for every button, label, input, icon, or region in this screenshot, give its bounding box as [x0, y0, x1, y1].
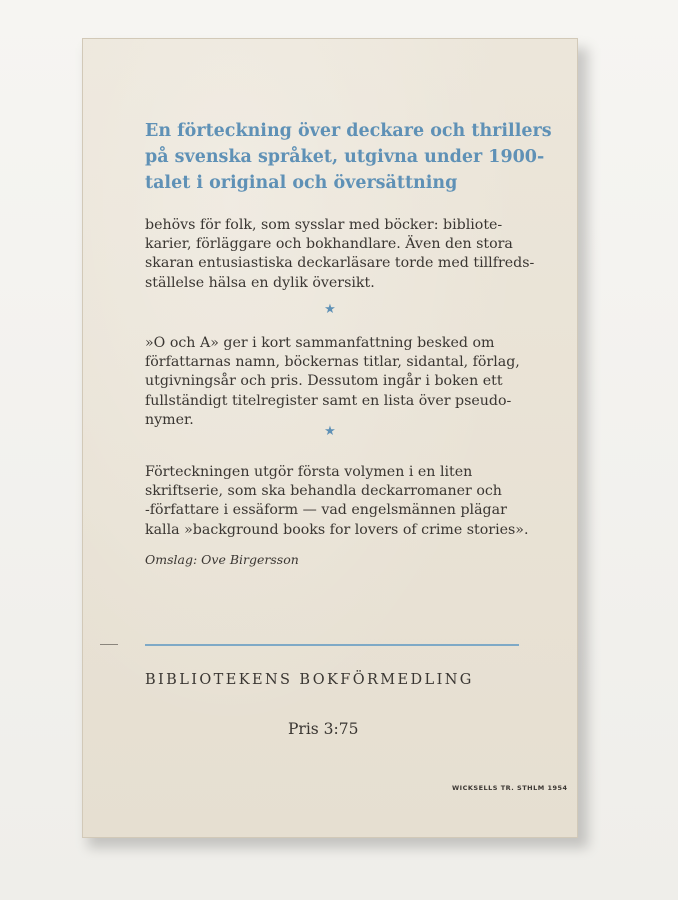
text-line: fullständigt titelregister samt en lista över pseudo- [145, 392, 512, 409]
text-line: karier, förläggare och bokhandlare. Även den stora [145, 236, 513, 253]
text-line: kalla »background books for lovers of crime stories». [145, 521, 529, 538]
printer-mark: WICKSELLS TR. STHLM 1954 [452, 784, 568, 792]
paragraph-audience [145, 216, 535, 293]
heading-blue [145, 118, 552, 196]
text-line: behövs för folk, som sysslar med böcker: bibliote- [145, 217, 503, 233]
heading-line: på svenska språket, utgivna under 1900- [145, 147, 545, 167]
price-label: Pris 3:75 [288, 720, 359, 738]
heading-line: talet i original och översättning [145, 173, 458, 193]
star-separator: ★ [324, 302, 336, 317]
cover-credit: Omslag: Ove Birgersson [145, 552, 299, 567]
paragraph-series [145, 463, 529, 540]
text-line: Förteckningen utgör första volymen i en liten [145, 464, 473, 480]
publisher-name: BIBLIOTEKENS BOKFÖRMEDLING [145, 672, 474, 688]
star-separator: ★ [324, 424, 336, 439]
text-line: författarnas namn, böckernas titlar, sidantal, förlag, [145, 354, 520, 371]
divider-rule [145, 644, 519, 646]
text-line: ställelse hälsa en dylik översikt. [145, 274, 375, 291]
text-line: skriftserie, som ska behandla deckarromaner och [145, 483, 502, 500]
text-line: -författare i essäform — vad engelsmännen plägar [145, 502, 507, 519]
text-line: utgivningsår och pris. Dessutom ingår i boken ett [145, 373, 503, 390]
heading-line: En förteckning över deckare och thrillers [145, 121, 552, 141]
margin-mark [100, 644, 118, 645]
text-line: nymer. [145, 411, 194, 428]
paragraph-contents [145, 334, 525, 430]
text-line: »O och A» ger i kort sammanfattning besked om [145, 335, 495, 351]
text-line: skaran entusiastiska deckarläsare torde med tillfreds- [145, 255, 535, 272]
